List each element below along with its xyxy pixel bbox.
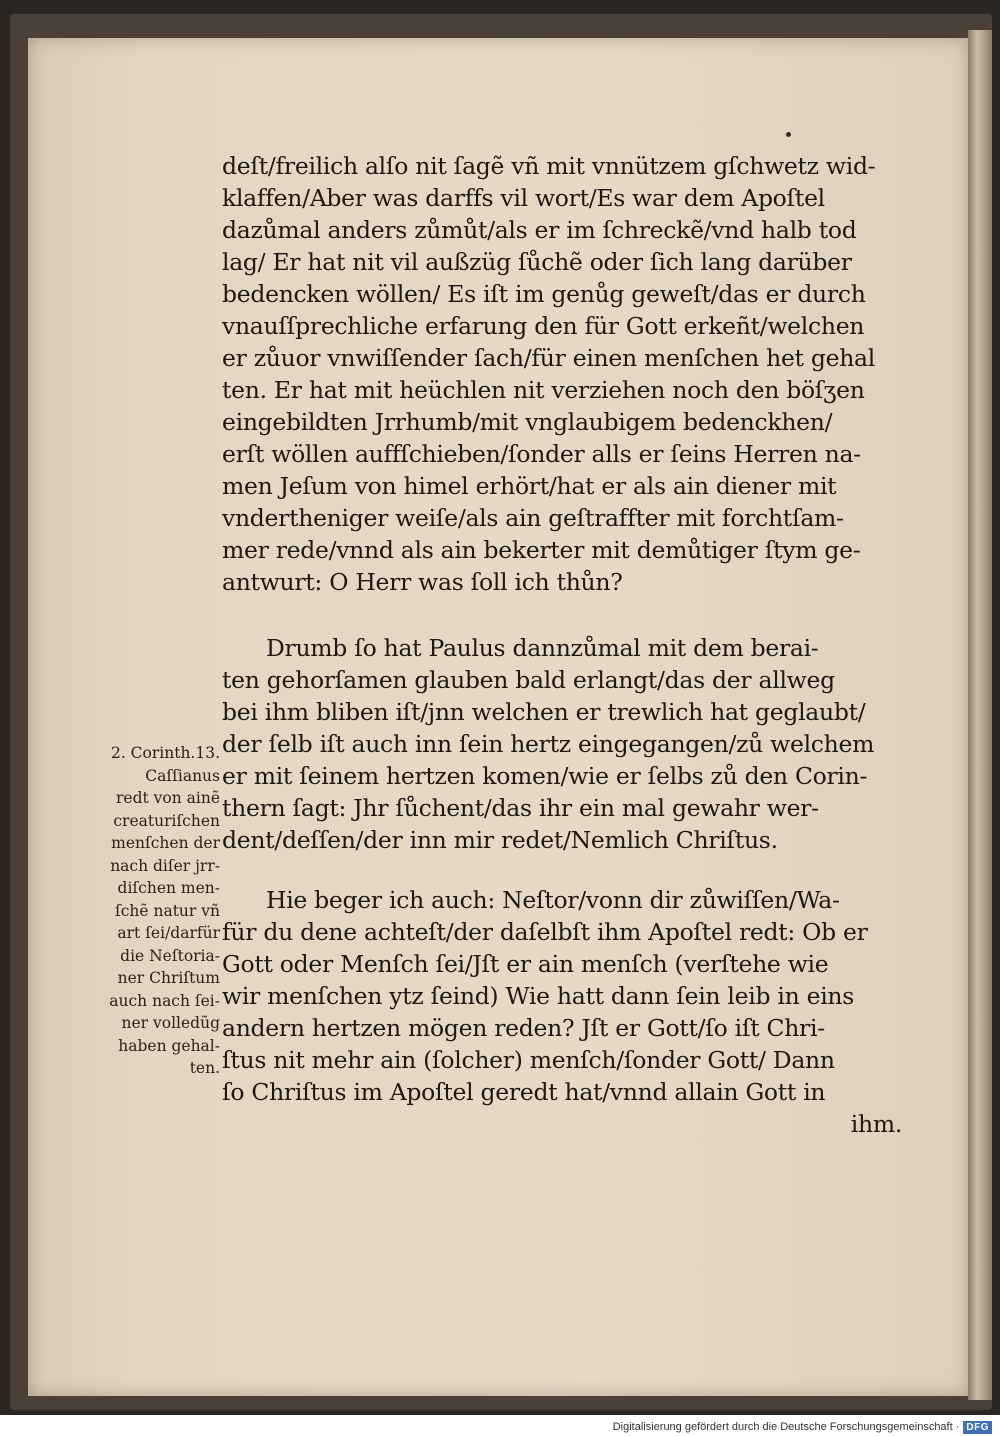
paragraph-3 bbox=[222, 884, 902, 1140]
text-line: ſchẽ natur vñ bbox=[114, 901, 220, 920]
text-line: ſtus nit mehr ain (ſolcher) menſch/ſonder Gott/ Dann bbox=[222, 1046, 835, 1074]
text-line: ten. Er hat mit heüchlen nit verziehen noch den böſʒen bbox=[222, 376, 865, 404]
text-line: Hie beger ich auch: Neſtor/vonn dir zůwiſſen/Wa- bbox=[266, 886, 840, 914]
text-line: bei ihm bliben iſt/jnn welchen er trewlich hat geglaubt/ bbox=[222, 698, 866, 726]
text-line: redt von ainẽ bbox=[115, 789, 220, 807]
text-line: ten. bbox=[189, 1059, 220, 1077]
text-line: für du dene achteſt/der daſelbſt ihm Apoſtel redt: Ob er bbox=[222, 918, 868, 946]
text-line: haben gehal- bbox=[118, 1036, 220, 1055]
text-line: nach diſer jrr- bbox=[110, 856, 220, 875]
text-line: vndertheniger weiſe/als ain geſtraffter mit forchtſam- bbox=[222, 504, 844, 532]
text-line: ten gehorſamen glauben bald erlangt/das der allweg bbox=[222, 666, 835, 694]
text-line: mer rede/vnnd als ain bekerter mit demůtiger ſtym ge- bbox=[222, 536, 861, 564]
text-line: ner volledũg bbox=[121, 1014, 220, 1032]
text-line: er mit ſeinem hertzen komen/wie er ſelbs zů den Corin- bbox=[222, 762, 868, 790]
text-line: lag/ Er hat nit vil außzüg ſůchẽ oder ſich lang darüber bbox=[222, 248, 852, 276]
text-line: menſchen der bbox=[111, 834, 220, 852]
text-line: antwurt: O Herr was ſoll ich thůn? bbox=[222, 568, 623, 596]
text-line: art ſei/darfür bbox=[117, 924, 220, 942]
paragraph-2 bbox=[222, 632, 902, 856]
text-line: vnauſſprechliche erfarung den für Gott erkeñt/welchen bbox=[222, 312, 865, 340]
footer bbox=[613, 1418, 992, 1436]
text-line: deſt/freilich alſo nit ſagẽ vñ mit vnnützem gſchwetz wid- bbox=[222, 152, 876, 180]
footer-text: Digitalisierung gefördert durch die Deutsche Forschungsgemeinschaft · bbox=[612, 1421, 960, 1433]
text-line: men Jeſum von himel erhört/hat er als ain diener mit bbox=[222, 472, 837, 500]
text-line: ſo Chriſtus im Apoſtel geredt hat/vnnd allain Gott in bbox=[222, 1078, 826, 1106]
text-line: erſt wöllen auffſchieben/ſonder alls er ſeins Herren na- bbox=[222, 440, 861, 468]
text-line: Drumb ſo hat Paulus dannzůmal mit dem berai- bbox=[266, 634, 819, 662]
text-line: eingebildten Jrrhumb/mit vnglaubigem bedenckhen/ bbox=[222, 408, 833, 436]
dfg-logo: DFG bbox=[963, 1421, 992, 1434]
ink-mark bbox=[786, 132, 791, 137]
text-line: ner Chriſtum bbox=[117, 969, 220, 987]
text-line: auch nach ſei- bbox=[109, 991, 220, 1010]
catchword: ihm. bbox=[850, 1110, 902, 1138]
text-line: die Neſtoria- bbox=[120, 946, 220, 965]
text-line: andern hertzen mögen reden? Jſt er Gott/ſo iſt Chri- bbox=[222, 1014, 825, 1042]
text-line: dent/deſſen/der inn mir redet/Nemlich Chriſtus. bbox=[222, 826, 778, 854]
text-line: thern ſagt: Jhr ſůchent/das ihr ein mal gewahr wer- bbox=[222, 794, 819, 822]
text-line: er zůuor vnwiſſender ſach/für einen menſchen het gehal bbox=[222, 344, 875, 372]
paragraph-1 bbox=[222, 150, 902, 598]
text-line: bedencken wöllen/ Es iſt im genůg geweſt/das er durch bbox=[222, 280, 866, 308]
book-spine-edge bbox=[968, 30, 992, 1400]
text-line: creaturiſchen bbox=[113, 811, 220, 830]
text-line: wir menſchen ytz ſeind) Wie hatt dann ſein leib in eins bbox=[222, 982, 855, 1010]
text-line: dazůmal anders zůmůt/als er im ſchreckẽ/vnd halb tod bbox=[222, 216, 857, 244]
text-line: klaffen/Aber was darffs vil wort/Es war dem Apoſtel bbox=[222, 184, 825, 212]
text-line: der ſelb iſt auch inn ſein hertz eingegangen/zů welchem bbox=[222, 730, 875, 758]
text-line: diſchen men- bbox=[117, 879, 220, 897]
margin-note bbox=[70, 742, 220, 1080]
text-line: 2. Corinth.13. bbox=[110, 744, 220, 762]
text-line: Caſſianus bbox=[145, 766, 220, 785]
text-line: Gott oder Menſch ſei/Jſt er ain menſch (verſtehe wie bbox=[222, 950, 829, 978]
